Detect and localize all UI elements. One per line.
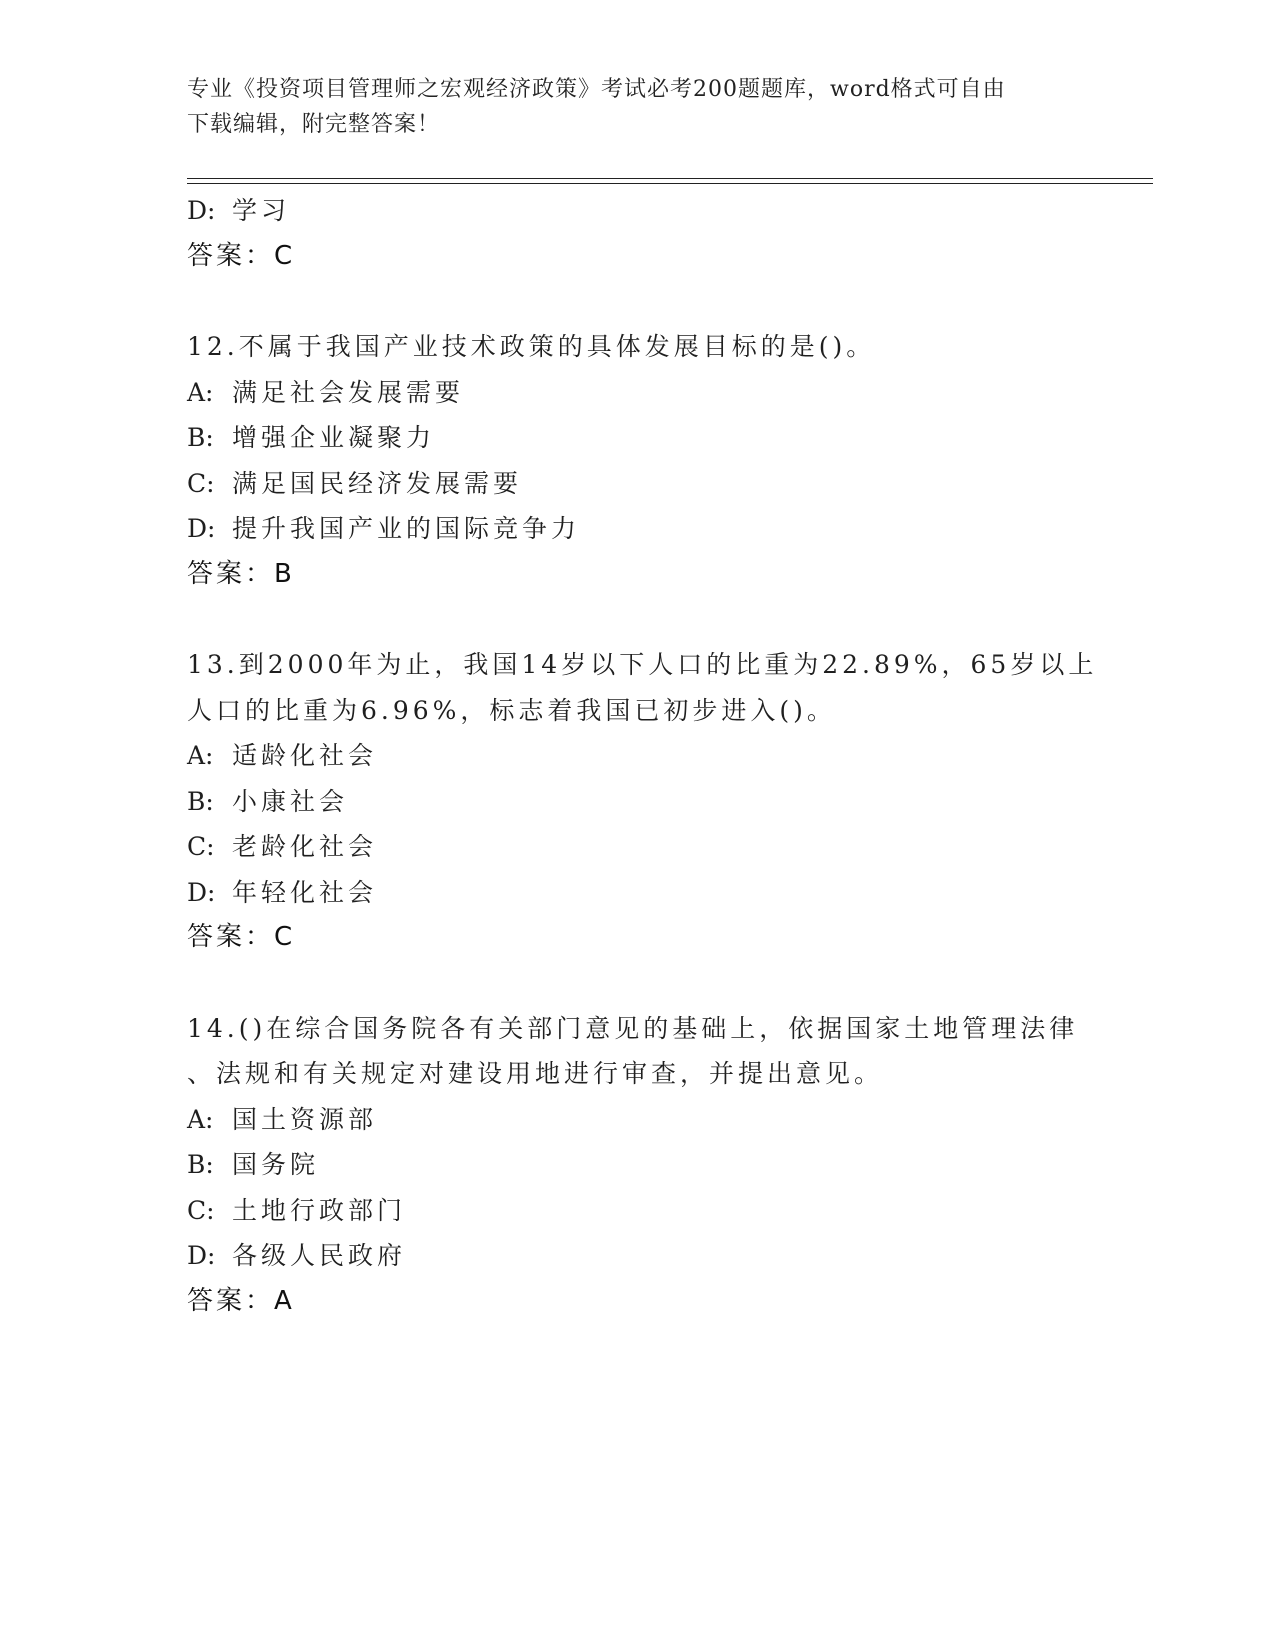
option-label: C: [187,832,215,861]
option-b [187,1142,1087,1188]
option-label: B: [187,786,214,816]
option-label: C: [187,468,215,498]
option-a [187,370,1087,416]
spacer [187,597,1087,642]
option-label: B: [187,423,214,452]
option-text: 老龄化社会 [232,832,378,861]
option-text: 满足国民经济发展需要 [232,468,523,498]
answer-line: 答案：C [187,922,296,952]
option-label: B: [187,1150,214,1179]
option-text: 增强企业凝聚力 [232,423,436,452]
question-13 [187,642,1098,961]
question-stem-line-2: 人口的比重为6.96%，标志着我国已初步进入()。 [187,695,836,725]
option-text: 土地行政部门 [232,1195,407,1225]
option-text: 满足社会发展需要 [232,377,465,407]
option-label: D: [187,514,216,543]
answer-line: 答案：B [187,558,295,589]
option-d [187,870,1087,916]
option-b [187,415,1087,461]
option-a [187,1097,1087,1143]
option-label: A: [187,377,214,407]
option-text: 各级人民政府 [232,1241,407,1270]
option-c [187,824,1087,870]
option-label: D: [187,877,216,907]
question-stem-line-2: 、法规和有关规定对建设用地进行审查，并提出意见。 [187,1059,884,1088]
option-label: A: [187,1104,214,1134]
option-text: 年轻化社会 [232,877,378,907]
spacer [187,279,1087,324]
option-c [187,1188,1087,1234]
option-d [187,506,1087,552]
option-c [187,461,1087,507]
question-stem-line-1: 13.到2000年为止，我国14岁以下人口的比重为22.89%，65岁以上 [187,650,1098,679]
option-label: C: [187,1195,215,1225]
option-label: D: [187,1241,216,1270]
spacer [187,961,1087,1006]
question-14 [187,1006,1087,1325]
option-label: D: [187,196,216,225]
prev-answer: 答案：C [187,240,296,271]
option-text: 学习 [232,196,291,225]
question-list [187,188,1098,1324]
option-b [187,779,1087,825]
prev-option-d [187,188,1087,234]
page-header [187,72,1087,142]
option-label: A: [187,741,214,770]
option-d [187,1233,1087,1279]
question-stem: 12.不属于我国产业技术政策的具体发展目标的是()。 [187,332,876,361]
option-text: 国土资源部 [232,1104,378,1134]
question-stem-line-1: 14.()在综合国务院各有关部门意见的基础上，依据国家土地管理法律 [187,1013,1079,1043]
header-divider-top [187,178,1153,179]
option-text: 适龄化社会 [232,741,378,770]
option-a [187,733,1087,779]
header-divider-bottom [187,183,1153,184]
header-line-1: 专业《投资项目管理师之宏观经济政策》考试必考200题题库，word格式可自由 [187,77,1006,102]
answer-line: 答案：A [187,1285,295,1316]
option-text: 国务院 [232,1150,320,1179]
question-12 [187,324,1087,597]
option-text: 小康社会 [232,786,349,816]
header-line-2: 下载编辑，附完整答案！ [187,112,441,137]
option-text: 提升我国产业的国际竞争力 [232,514,581,543]
